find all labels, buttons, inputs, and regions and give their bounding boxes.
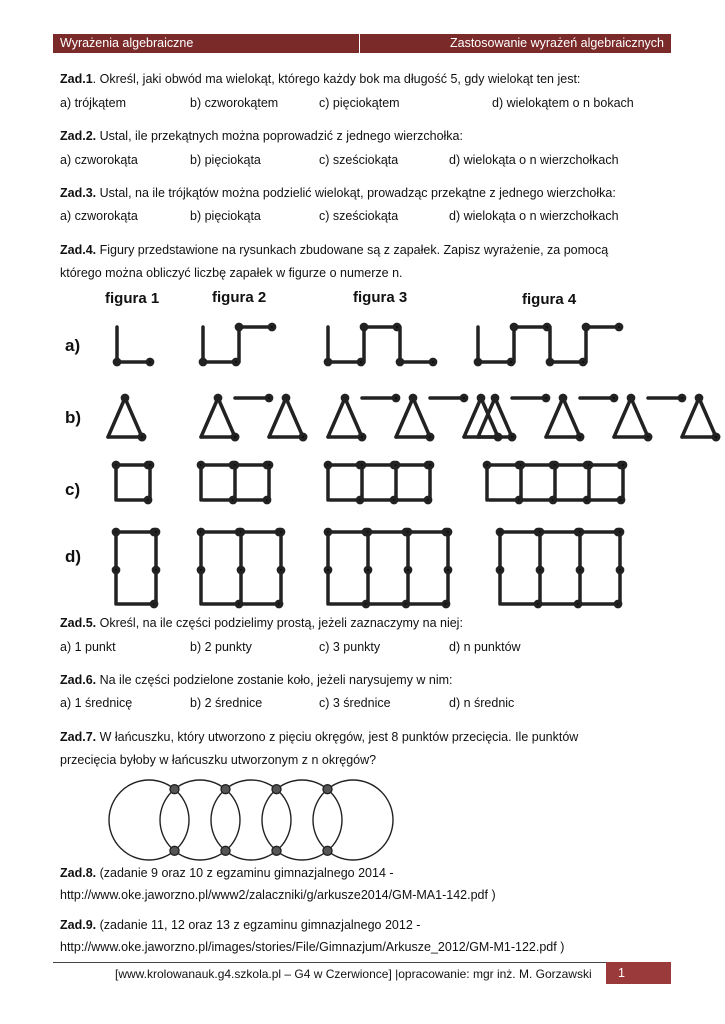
match-head <box>238 567 243 572</box>
matchstick <box>478 398 495 437</box>
match-head <box>393 395 398 400</box>
match-head <box>113 567 118 572</box>
match-head <box>617 529 622 534</box>
matchstick <box>328 398 345 437</box>
task-1-text: Zad.1. Określ, jaki obwód ma wielokąt, którego każdy bok ma długość 5, gdy wielokąt ten jest: <box>60 72 581 86</box>
matchstick <box>699 398 716 437</box>
match-head <box>427 434 432 439</box>
task-5-option-d: d) n punktów <box>449 640 521 654</box>
match-head <box>266 395 271 400</box>
task-2-option-b: b) pięciokąta <box>190 153 261 167</box>
match-head <box>509 434 514 439</box>
task-8-link[interactable]: http://www.oke.jaworzno.pl/www2/zalaczniki/g/arkusze2014/GM-MA1-142.pdf ) <box>60 888 496 902</box>
match-head <box>147 462 152 467</box>
match-head <box>577 434 582 439</box>
task-5-option-c: c) 3 punkty <box>319 640 381 654</box>
task-5-text: Zad.5. Określ, na ile części podzielimy prostą, jeżeli zaznaczymy na niej: <box>60 616 463 630</box>
match-head <box>461 395 466 400</box>
task-3-option-b: b) pięciokąta <box>190 209 261 223</box>
matchstick <box>201 398 218 437</box>
task-6-option-c: c) 3 średnice <box>319 696 391 710</box>
match-head <box>445 567 450 572</box>
match-head <box>713 434 718 439</box>
task-4-text-1: Zad.4. Figury przedstawione na rysunkach zbudowane są z zapałek. Zapisz wyrażenie, za pomocą <box>60 243 609 257</box>
task-3-option-c: c) sześciokąta <box>319 209 399 223</box>
matchstick <box>546 398 563 437</box>
row-d-label: d) <box>65 547 82 566</box>
match-head <box>153 567 158 572</box>
match-head <box>537 567 542 572</box>
task-2-option-a: a) czworokąta <box>60 153 138 167</box>
task-2-text: Zad.2. Ustal, ile przekątnych można poprowadzić z jednego wierzchołka: <box>60 129 463 143</box>
matchstick <box>396 398 413 437</box>
page-number: 1 <box>618 966 625 980</box>
task-3-text: Zad.3. Ustal, na ile trójkątów można podzielić wielokąt, prowadząc przekątne z jednego wierzchołka: <box>60 186 616 200</box>
task-9-text-1: Zad.9. (zadanie 11, 12 oraz 13 z egzaminu gimnazjalnego 2012 - <box>60 918 421 932</box>
footer-divider <box>53 962 671 963</box>
matchstick <box>108 398 125 437</box>
task-6-option-b: b) 2 średnice <box>190 696 263 710</box>
match-head <box>405 567 410 572</box>
task-4-text-2: którego można obliczyć liczbę zapałek w figurze o numerze n. <box>60 266 403 280</box>
task-1-option-c: c) pięciokątem <box>319 96 400 110</box>
match-head <box>620 462 625 467</box>
task-2-option-c: c) sześciokąta <box>319 153 399 167</box>
intersection-point <box>170 785 179 794</box>
match-head <box>153 529 158 534</box>
task-1-option-d: d) wielokątem o n bokach <box>492 96 634 110</box>
matchstick <box>682 398 699 437</box>
header-left: Wyrażenia algebraiczne <box>60 36 194 50</box>
task-6-option-d: d) n średnic <box>449 696 515 710</box>
match-head <box>616 324 621 329</box>
match-head <box>497 567 502 572</box>
figure-3-label: figura 3 <box>353 289 408 306</box>
task-1-option-a: a) trójkątem <box>60 96 126 110</box>
matchstick <box>345 398 362 437</box>
intersection-point <box>170 846 179 855</box>
task-2-option-d: d) wielokąta o n wierzchołkach <box>449 153 619 167</box>
match-head <box>645 434 650 439</box>
task-5-option-b: b) 2 punkty <box>190 640 252 654</box>
matchstick <box>481 398 498 437</box>
match-head <box>325 567 330 572</box>
match-head <box>278 567 283 572</box>
row-b-label: b) <box>65 408 82 427</box>
intersection-point <box>272 785 281 794</box>
match-head <box>300 434 305 439</box>
match-head <box>365 567 370 572</box>
task-7-text-2: przecięcia byłoby w łańcuszku utworzonym z n okręgów? <box>60 753 377 767</box>
matchstick <box>269 398 286 437</box>
intersection-point <box>221 846 230 855</box>
match-head <box>543 395 548 400</box>
task-3-option-a: a) czworokąta <box>60 209 138 223</box>
intersection-point <box>323 785 332 794</box>
task-7-text-1: Zad.7. W łańcuszku, który utworzono z pięciu okręgów, jest 8 punktów przecięcia. Ile punktów <box>60 730 579 744</box>
match-head <box>147 359 152 364</box>
match-head <box>232 434 237 439</box>
task-5-option-a: a) 1 punkt <box>60 640 116 654</box>
match-head <box>198 567 203 572</box>
match-head <box>427 462 432 467</box>
match-head <box>278 529 283 534</box>
match-head <box>617 567 622 572</box>
footer-text: [www.krolowanauk.g4.szkola.pl – G4 w Czerwionce] |opracowanie: mgr inż. M. Gorzawski <box>115 967 592 981</box>
figure-2-label: figura 2 <box>212 289 267 306</box>
matchstick <box>125 398 142 437</box>
page-number-badge <box>606 962 671 984</box>
task-9-link[interactable]: http://www.oke.jaworzno.pl/images/stories/File/Gimnazjum/Arkusze_2012/GM-M1-122.pdf ) <box>60 940 565 954</box>
matchstick <box>464 398 481 437</box>
match-head <box>679 395 684 400</box>
match-head <box>611 395 616 400</box>
match-head <box>430 359 435 364</box>
matchstick <box>614 398 631 437</box>
match-head <box>266 462 271 467</box>
match-head <box>139 434 144 439</box>
header-right: Zastosowanie wyrażeń algebraicznych <box>450 36 664 50</box>
figure-1-label: figura 1 <box>105 290 160 307</box>
task-6-option-a: a) 1 średnicę <box>60 696 133 710</box>
task-3-option-d: d) wielokąta o n wierzchołkach <box>449 209 619 223</box>
match-head <box>269 324 274 329</box>
match-head <box>359 434 364 439</box>
intersection-point <box>221 785 230 794</box>
task-6-text: Zad.6. Na ile części podzielone zostanie koło, jeżeli narysujemy w nim: <box>60 673 453 687</box>
matchstick <box>413 398 430 437</box>
matchstick <box>286 398 303 437</box>
task-1-option-b: b) czworokątem <box>190 96 279 110</box>
matchstick <box>631 398 648 437</box>
match-head <box>445 529 450 534</box>
matchstick <box>218 398 235 437</box>
row-c-label: c) <box>65 480 81 499</box>
task-8-text-1: Zad.8. (zadanie 9 oraz 10 z egzaminu gimnazjalnego 2014 - <box>60 866 394 880</box>
row-a-label: a) <box>65 336 81 355</box>
match-head <box>577 567 582 572</box>
matchstick <box>563 398 580 437</box>
figure-4-label: figura 4 <box>522 291 577 308</box>
intersection-point <box>323 846 332 855</box>
matchstick <box>495 398 512 437</box>
intersection-point <box>272 846 281 855</box>
